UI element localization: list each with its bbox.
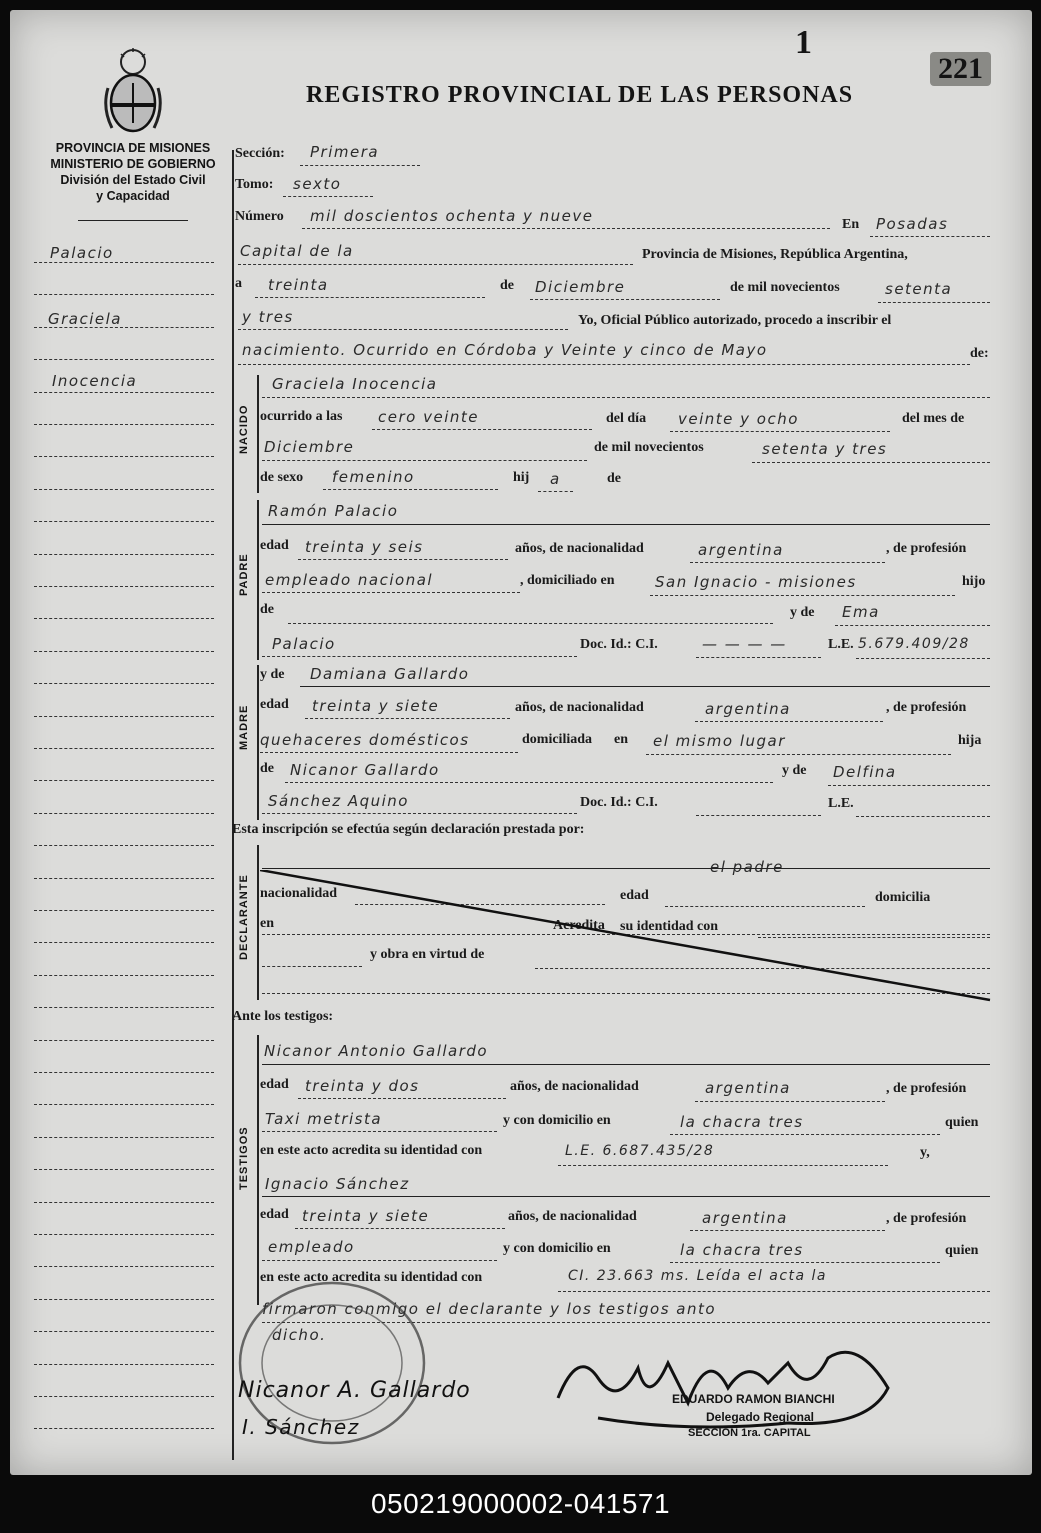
margin-line — [34, 683, 214, 684]
value-t2-edad: treinta y siete — [302, 1207, 430, 1225]
section-madre: MADRE — [238, 704, 250, 750]
margin-line — [34, 1169, 214, 1170]
value-madre-edad: treinta y siete — [312, 697, 440, 715]
label-numero: Número — [235, 209, 284, 224]
label-madre-prof: , de profesión — [886, 700, 967, 715]
label-padre-dom: , domiciliado en — [520, 573, 615, 588]
value-t1-nac: argentina — [705, 1079, 791, 1097]
value-numero: mil doscientos ochenta y nueve — [310, 207, 594, 225]
margin-line — [34, 1396, 214, 1397]
document-code: 050219000002-041571 — [370, 1488, 671, 1519]
label-padre-prof: , de profesión — [886, 541, 967, 556]
margin-line — [34, 359, 214, 360]
value-madre-dom: el mismo lugar — [653, 732, 786, 750]
margin-line — [34, 1266, 214, 1267]
label-del-mes: del mes de — [902, 411, 965, 426]
issuing-authority: PROVINCIA DE MISIONES MINISTERIO DE GOBIERNO División del Estado Civil y Capacidad — [50, 141, 216, 203]
margin-line — [34, 1104, 214, 1105]
label-padre-le: L.E. — [828, 637, 854, 652]
page-number: 1 — [795, 24, 812, 61]
label-t2-dom: y con domicilio en — [503, 1241, 611, 1256]
value-acta: nacimiento. Ocurrido en Córdoba y Veinte y cinco de Mayo — [242, 341, 768, 359]
value-t2-dom: la chacra tres — [680, 1241, 804, 1259]
value-nombre: Graciela Inocencia — [272, 375, 438, 393]
margin-line — [34, 489, 214, 490]
value-t2-doc: CI. 23.663 ms. Leída el acta la — [568, 1268, 828, 1284]
label-t1-quien: quien — [945, 1115, 979, 1130]
value-capital: Capital de la — [240, 242, 354, 260]
value-madre-nombre: Damiana Gallardo — [310, 665, 470, 683]
label-decl-identidad: su identidad con — [620, 919, 719, 934]
value-t1-prof: Taxi metrista — [265, 1110, 383, 1128]
label-decl-edad: edad — [620, 888, 649, 903]
margin-line — [34, 878, 214, 879]
margin-line — [34, 586, 214, 587]
signature-witness1: Nicanor A. Gallardo — [238, 1378, 471, 1403]
margin-line — [34, 1428, 214, 1429]
value-mes-nac: Diciembre — [264, 438, 355, 456]
value-padre-nombre: Ramón Palacio — [268, 502, 399, 520]
value-t1-dom: la chacra tres — [680, 1113, 804, 1131]
margin-line — [34, 618, 214, 619]
label-de-colon: de: — [970, 346, 989, 361]
value-t1-doc: L.E. 6.687.435/28 — [565, 1143, 715, 1159]
label-padre-hijo: hijo — [962, 574, 986, 589]
value-mes: Diciembre — [535, 278, 626, 296]
label-hij: hij — [513, 470, 530, 485]
label-t1-edad: edad — [260, 1077, 289, 1092]
value-cierre2: dicho. — [272, 1326, 327, 1344]
margin-line — [34, 1137, 214, 1138]
section-nacido: NACIDO — [238, 404, 250, 454]
label-padre-doc: Doc. Id.: C.I. — [580, 637, 658, 652]
value-t2-nac: argentina — [702, 1209, 788, 1227]
margin-line — [34, 1364, 214, 1365]
margin-line — [34, 942, 214, 943]
value-madre-madre2: Sánchez Aquino — [268, 792, 409, 810]
margin-line — [34, 1007, 214, 1008]
official-name: EDUARDO RAMON BIANCHI — [672, 1392, 835, 1406]
signature-witness2: I. Sánchez — [242, 1415, 360, 1439]
label-ante-testigos: Ante los testigos: — [232, 1009, 334, 1024]
margin-line — [34, 1331, 214, 1332]
value-tomo: sexto — [293, 175, 342, 193]
value-madre-padre: Nicanor Gallardo — [290, 761, 440, 779]
margin-line — [34, 1299, 214, 1300]
margin-line — [34, 327, 214, 328]
label-t2-anos: años, de nacionalidad — [508, 1209, 637, 1224]
label-decl-obra: y obra en virtud de — [370, 947, 485, 962]
margin-line — [34, 521, 214, 522]
label-de: de — [500, 278, 514, 293]
footer-bar — [0, 1478, 1041, 1533]
value-testigo2-nombre: Ignacio Sánchez — [265, 1175, 410, 1193]
label-mil-novecientos: de mil novecientos — [730, 280, 840, 295]
value-padre-madre: Ema — [842, 603, 880, 621]
label-del-dia: del día — [606, 411, 647, 426]
label-de-mil-nov: de mil novecientos — [594, 440, 704, 455]
label-ocurrido: ocurrido a las — [260, 409, 343, 424]
margin-line — [34, 424, 214, 425]
margin-line — [34, 748, 214, 749]
margin-second-name: Inocencia — [52, 372, 138, 390]
label-t2-prof: , de profesión — [886, 1211, 967, 1226]
value-hij: a — [550, 470, 561, 488]
label-madre-doc: Doc. Id.: C.I. — [580, 795, 658, 810]
value-hora: cero veinte — [378, 408, 479, 426]
label-seccion: Sección: — [235, 146, 285, 161]
margin-line — [34, 1040, 214, 1041]
label-madre-de: de — [260, 761, 274, 776]
value-testigo1-nombre: Nicanor Antonio Gallardo — [264, 1042, 489, 1060]
label-t1-y: y, — [920, 1145, 930, 1160]
margin-line — [34, 813, 214, 814]
label-t1-identidad: en este acto acredita su identidad con — [260, 1143, 483, 1158]
label-padre-de: de — [260, 602, 274, 617]
value-t1-edad: treinta y dos — [305, 1077, 420, 1095]
label-madre-anos: años, de nacionalidad — [515, 700, 644, 715]
label-decl-en: en — [260, 916, 274, 931]
label-yo-oficial: Yo, Oficial Público autorizado, procedo a inscribir el — [578, 313, 892, 328]
margin-first-name: Graciela — [48, 310, 122, 328]
section-testigos: TESTIGOS — [238, 1126, 250, 1190]
label-t1-prof: , de profesión — [886, 1081, 967, 1096]
value-sexo: femenino — [332, 468, 415, 486]
margin-line — [34, 1072, 214, 1073]
label-t1-dom: y con domicilio en — [503, 1113, 611, 1128]
label-madre-le: L.E. — [828, 796, 854, 811]
label-madre-en: en — [614, 732, 628, 747]
label-decl-nac: nacionalidad — [260, 886, 338, 901]
label-t2-quien: quien — [945, 1243, 979, 1258]
label-madre-edad: edad — [260, 697, 289, 712]
label-decl-acredita: Acredita — [553, 918, 605, 933]
section-padre: PADRE — [238, 553, 250, 596]
label-t2-edad: edad — [260, 1207, 289, 1222]
value-padre-ci: — — — — — [702, 635, 787, 653]
label-decl-dom: domicilia — [875, 890, 931, 905]
label-sexo: de sexo — [260, 470, 304, 485]
margin-line — [34, 845, 214, 846]
value-padre-madre2: Palacio — [272, 635, 336, 653]
cancel-strike — [260, 870, 995, 1005]
margin-line — [34, 392, 214, 393]
value-padre-prof: empleado nacional — [265, 571, 434, 589]
folio-number: 221 — [930, 52, 991, 86]
margin-surname: Palacio — [50, 244, 114, 262]
value-madre-madre: Delfina — [833, 763, 897, 781]
label-t2-identidad: en este acto acredita su identidad con — [260, 1270, 483, 1285]
value-en: Posadas — [876, 215, 949, 233]
margin-line — [34, 716, 214, 717]
value-madre-nac: argentina — [705, 700, 791, 718]
margin-line — [34, 262, 214, 263]
label-en: En — [842, 217, 860, 232]
label-madre-hija: hija — [958, 733, 982, 748]
official-signature-icon — [538, 1328, 908, 1443]
margin-line — [34, 1202, 214, 1203]
label-madre-dom: domiciliada — [522, 732, 593, 747]
certificate-page — [10, 10, 1032, 1475]
value-seccion: Primera — [310, 143, 380, 161]
label-madre-y-de: y de — [260, 667, 285, 682]
margin-line — [34, 651, 214, 652]
margin-line — [34, 456, 214, 457]
value-dia-nac: veinte y ocho — [678, 410, 799, 428]
margin-line — [34, 554, 214, 555]
value-t2-prof: empleado — [268, 1238, 355, 1256]
margin-line — [34, 975, 214, 976]
label-madre-y-de2: y de — [782, 763, 807, 778]
margin-line — [34, 294, 214, 295]
document-title: REGISTRO PROVINCIAL DE LAS PERSONAS — [306, 82, 854, 108]
value-madre-prof: quehaceres domésticos — [260, 731, 470, 749]
value-padre-nac: argentina — [698, 541, 784, 559]
official-title: Delegado Regional — [706, 1410, 815, 1424]
label-provincia: Provincia de Misiones, República Argentina, — [642, 247, 908, 262]
label-padre-anos: años, de nacionalidad — [515, 541, 644, 556]
section-declarante: DECLARANTE — [238, 874, 250, 960]
value-cierre1: firmaron conmigo el declarante y los testigos anto — [262, 1300, 717, 1318]
label-tomo: Tomo: — [235, 177, 274, 192]
margin-line — [34, 1234, 214, 1235]
label-de-hij: de — [607, 471, 621, 486]
label-a: a — [235, 276, 242, 291]
official-office: SECCION 1ra. CAPITAL — [688, 1427, 811, 1439]
label-padre-y-de: y de — [790, 605, 815, 620]
label-t1-anos: años, de nacionalidad — [510, 1079, 639, 1094]
value-padre-le: 5.679.409/28 — [858, 636, 970, 652]
value-anio2: y tres — [242, 308, 294, 326]
value-anio-nac: setenta y tres — [762, 440, 888, 458]
coat-of-arms-icon — [102, 48, 164, 145]
label-padre-edad: edad — [260, 538, 289, 553]
margin-line — [34, 910, 214, 911]
value-anio1: setenta — [885, 280, 953, 298]
value-padre-dom: San Ignacio - misiones — [655, 573, 857, 591]
value-dia: treinta — [268, 276, 329, 294]
value-padre-edad: treinta y seis — [305, 538, 424, 556]
margin-line — [34, 780, 214, 781]
value-declarante: el padre — [710, 858, 784, 876]
label-inscripcion: Esta inscripción se efectúa según declaración prestada por: — [232, 822, 585, 837]
